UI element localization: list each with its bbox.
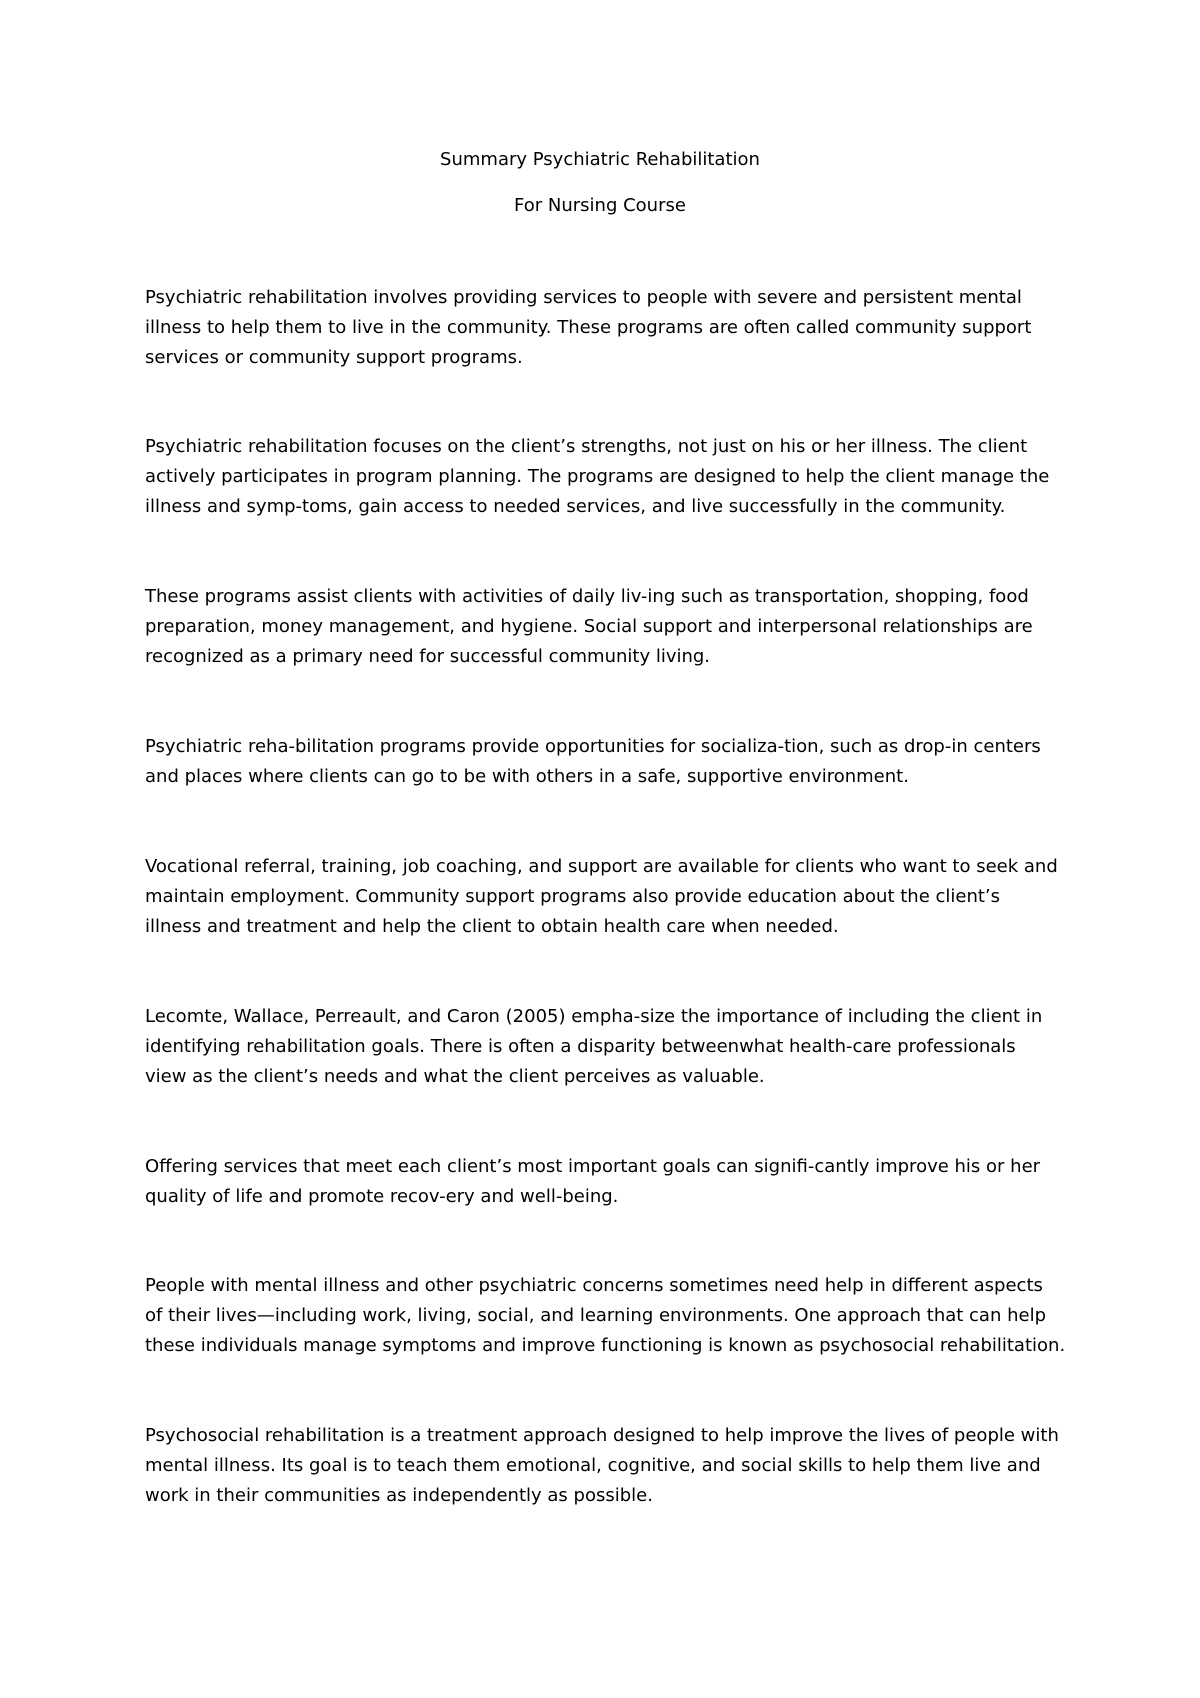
paragraph-3: These programs assist clients with activities of daily liv-ing such as transportation, shopping, food preparation, money management, and hygiene. Social support and interpersonal relationships are recognized as a primary need for successful community living. <box>145 586 1033 667</box>
paragraph-2: Psychiatric rehabilitation focuses on the client’s strengths, not just on his or her illness. The client actively participates in program planning. The programs are designed to help the client manage the illness and symp-toms, gain access to needed services, and live successfully in the community. <box>145 436 1050 517</box>
paragraph-9: Psychosocial rehabilitation is a treatment approach designed to help improve the lives of people with mental illness. Its goal is to teach them emotional, cognitive, and social skills to help them live and work in their communities as independently as possible. <box>145 1425 1059 1506</box>
paragraph-6: Lecomte, Wallace, Perreault, and Caron (2005) empha-size the importance of including the client in identifying rehabilitation goals. There is often a disparity betweenwhat health-care professionals view as the client’s needs and what the client perceives as valuable. <box>145 1006 1043 1087</box>
paragraph-7: Offering services that meet each client’s most important goals can signifi-cantly improve his or her quality of life and promote recov-ery and well-being. <box>145 1156 1041 1207</box>
paragraph-1: Psychiatric rehabilitation involves providing services to people with severe and persistent mental illness to help them to live in the community. These programs are often called community support services or community support programs. <box>145 287 1032 368</box>
paragraph-8: People with mental illness and other psychiatric concerns sometimes need help in different aspects of their lives—including work, living, social, and learning environments. One approach that can help these individuals manage symptoms and improve functioning is known as psychosocial rehabilitation. <box>145 1275 1066 1356</box>
paragraph-4: Psychiatric reha-bilitation programs provide opportunities for socializa-tion, such as drop-in centers and places where clients can go to be with others in a safe, supportive environment. <box>145 736 1041 787</box>
paragraph-5: Vocational referral, training, job coaching, and support are available for clients who want to seek and maintain employment. Community support programs also provide education about the client’s illness and treatment and help the client to obtain health care when needed. <box>145 856 1058 937</box>
document-title: Summary Psychiatric Rehabilitation <box>440 149 760 170</box>
document-subtitle: For Nursing Course <box>514 195 686 216</box>
